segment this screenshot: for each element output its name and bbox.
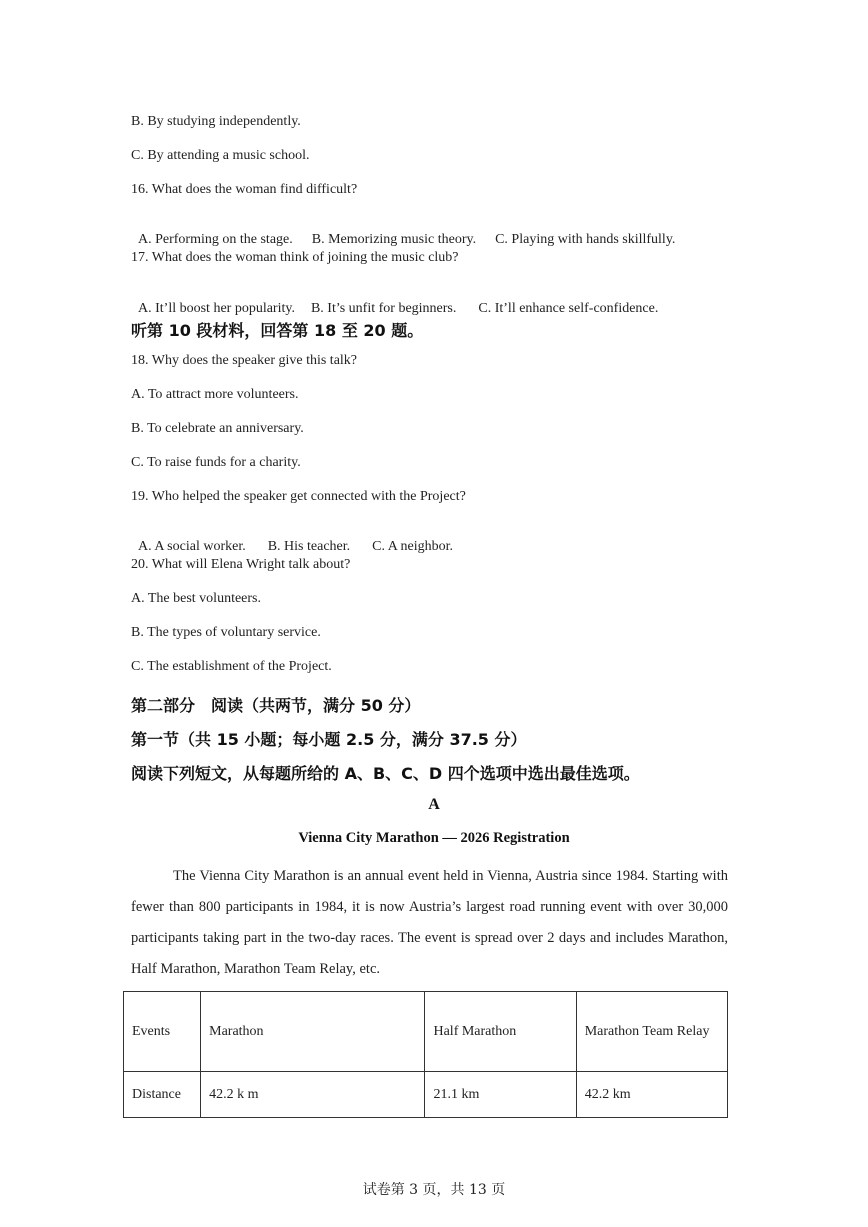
q16-option-b: B. Memorizing music theory. [311, 232, 477, 247]
q16-options [131, 216, 675, 248]
q18-option-c: C. To raise funds for a charity. [131, 455, 301, 470]
q17-option-b: B. It’s unfit for beginners. [310, 301, 457, 316]
table-cell: Events [124, 992, 201, 1072]
q17-question: 17. What does the woman think of joining the music club? [131, 250, 459, 265]
q16-question: 16. What does the woman find difficult? [131, 182, 358, 197]
table-cell: 42.2 km [576, 1072, 727, 1118]
table-cell: Marathon Team Relay [576, 992, 727, 1072]
q17-option-c: C. It’ll enhance self-confidence. [478, 301, 659, 316]
page-footer: 试卷第 3 页，共 13 页 [362, 1182, 506, 1198]
q20-option-c: C. The establishment of the Project. [131, 659, 332, 674]
reading-section-heading: 第一节（共 15 小题；每小题 2.5 分，满分 37.5 分） [131, 730, 527, 749]
q19-option-b: B. His teacher. [267, 539, 351, 554]
table-cell: 21.1 km [425, 1072, 576, 1118]
passage-paragraph: The Vienna City Marathon is an annual event held in Vienna, Austria since 1984. Starting with fewer than 800 participants in 1984, it is now Austria’s largest road running event with over 30,000 participants taking part in the two-day races. The event is spread over 2 days and includes Marathon, Half Marathon, Marathon Team Relay, etc. [131, 868, 728, 977]
q15-option-b: B. By studying independently. [131, 114, 301, 129]
reading-instruction: 阅读下列短文，从每题所给的 A、B、C、D 四个选项中选出最佳选项。 [131, 764, 640, 783]
q19-option-c: C. A neighbor. [372, 539, 454, 554]
table-cell: Half Marathon [425, 992, 576, 1072]
events-table [123, 991, 728, 1118]
q19-question: 19. Who helped the speaker get connected with the Project? [131, 489, 466, 504]
q19-options [131, 523, 453, 555]
q17-options [131, 285, 658, 317]
table-cell: Marathon [201, 992, 425, 1072]
q16-option-a: A. Performing on the stage. [138, 232, 293, 247]
q18-option-b: B. To celebrate an anniversary. [131, 421, 304, 436]
q17-option-a: A. It’ll boost her popularity. [138, 301, 295, 316]
passage-letter: A [428, 796, 440, 813]
q20-option-b: B. The types of voluntary service. [131, 625, 321, 640]
q15-option-c: C. By attending a music school. [131, 148, 310, 163]
reading-part-heading: 第二部分 阅读（共两节，满分 50 分） [131, 696, 421, 715]
table-cell: 42.2 k m [201, 1072, 425, 1118]
table-row [124, 1072, 728, 1118]
q18-question: 18. Why does the speaker give this talk? [131, 353, 358, 368]
section10-heading: 听第 10 段材料，回答第 18 至 20 题。 [131, 321, 424, 340]
q16-option-c: C. Playing with hands skillfully. [495, 232, 676, 247]
q20-option-a: A. The best volunteers. [131, 591, 261, 606]
q18-option-a: A. To attract more volunteers. [131, 387, 299, 402]
q20-question: 20. What will Elena Wright talk about? [131, 557, 351, 572]
table-row [124, 992, 728, 1072]
q19-option-a: A. A social worker. [138, 539, 246, 554]
passage-title: Vienna City Marathon — 2026 Registration [298, 830, 570, 846]
table-cell: Distance [124, 1072, 201, 1118]
